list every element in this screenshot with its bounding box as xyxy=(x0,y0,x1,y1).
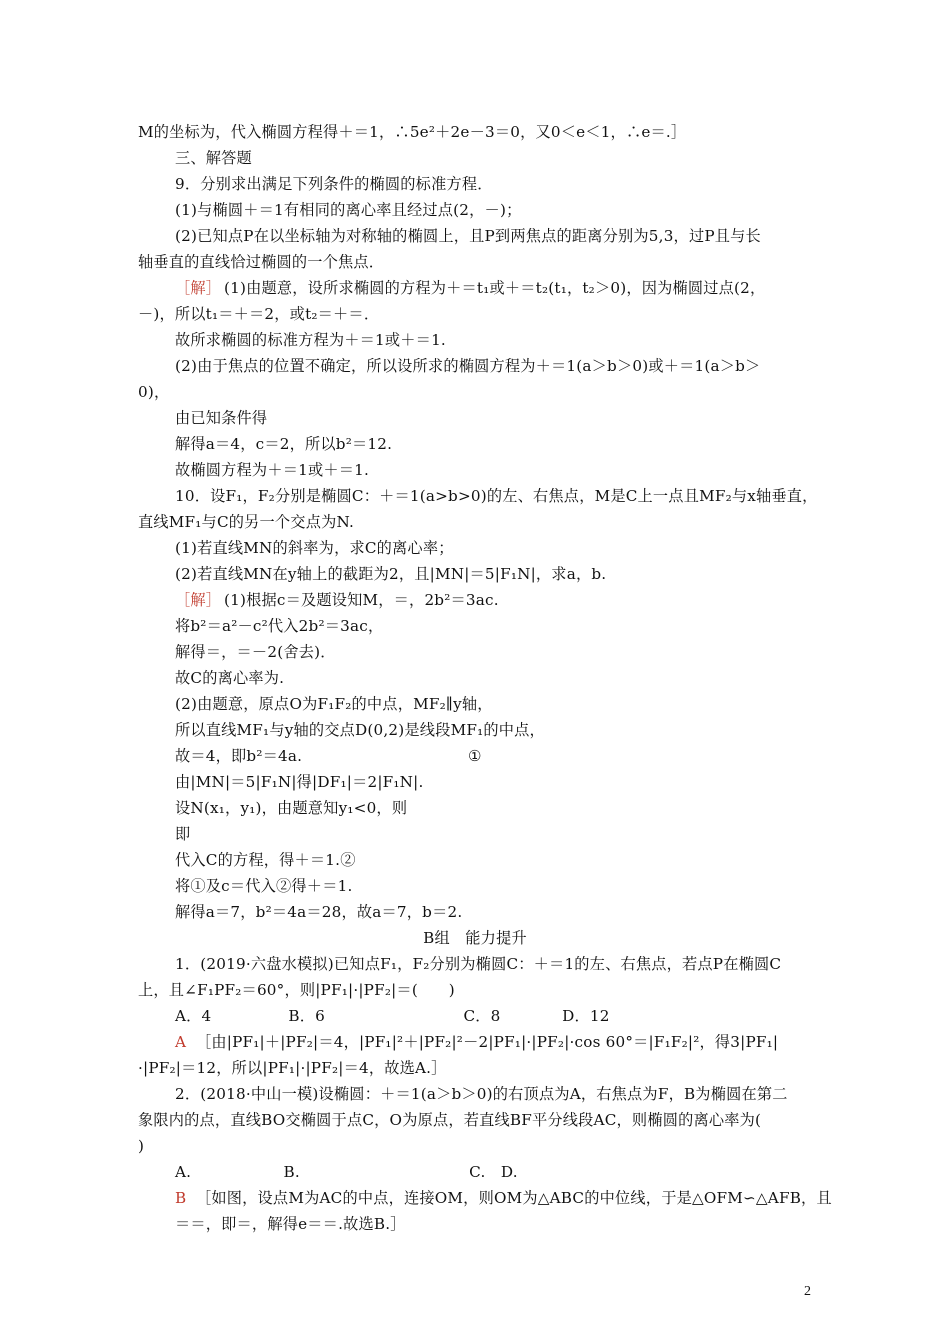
text-line: (1)与椭圆＋＝1有相同的离心率且经过点(2，－)； xyxy=(175,201,522,219)
section-heading: 三、解答题 xyxy=(175,149,252,167)
text-line: ＝＝，即＝，解得e＝＝.故选B.］ xyxy=(175,1215,406,1233)
text-line: (1)若直线MN的斜率为，求C的离心率； xyxy=(175,539,454,557)
text-line: 上，且∠F₁PF₂＝60°，则|PF₁|·|PF₂|＝( ) xyxy=(138,981,455,999)
text-line: 由|MN|＝5|F₁N|得|DF₁|＝2|F₁N|. xyxy=(175,773,424,791)
text-line: 故＝4，即b²＝4a. xyxy=(175,747,303,765)
text-line: (2)由题意，原点O为F₁F₂的中点，MF₂∥y轴， xyxy=(175,695,493,713)
text-line: (2)由于焦点的位置不确定，所以设所求的椭圆方程为＋＝1(a＞b＞0)或＋＝1(a＞b＞ xyxy=(175,357,761,375)
problem-9-title: 9．分别求出满足下列条件的椭圆的标准方程． xyxy=(175,175,493,193)
solution-mark: ［解］ xyxy=(175,279,222,297)
text-line: (2)已知点P在以坐标轴为对称轴的椭圆上，且P到两焦点的距离分别为5,3，过P且与长 xyxy=(175,227,761,245)
text-line: (1)由题意，设所求椭圆的方程为＋＝t₁或＋＝t₂(t₁，t₂＞0)，因为椭圆过点(2， xyxy=(224,279,766,297)
equation-marker: ① xyxy=(468,747,482,765)
text-line: 将①及c＝代入②得＋＝1. xyxy=(175,877,353,895)
text-line: 即 xyxy=(175,825,191,843)
text-line: 由已知条件得 xyxy=(175,409,268,427)
group-b-heading: B组 能力提升 xyxy=(423,929,527,947)
text-line: 代入C的方程，得＋＝1.② xyxy=(175,851,356,869)
solution-mark: ［解］ xyxy=(175,591,222,609)
text-line: (1)根据c＝及题设知M，＝，2b²＝3ac. xyxy=(224,591,499,609)
text-line: M的坐标为，代入椭圆方程得＋＝1，∴5e²＋2e－3＝0，又0＜e＜1，∴e＝.］ xyxy=(138,123,687,141)
text-line: 解得a＝4，c＝2，所以b²＝12. xyxy=(175,435,393,453)
problem-b2-title: 2．(2018·中山一模)设椭圆：＋＝1(a＞b＞0)的右顶点为A，右焦点为F，B为椭圆在第二 xyxy=(175,1085,788,1103)
text-line: ［由|PF₁|＋|PF₂|＝4，|PF₁|²＋|PF₂|²－2|PF₁|·|PF₂|·cos 60°＝|F₁F₂|²，得3|PF₁| xyxy=(196,1033,779,1051)
text-line: 设N(x₁，y₁)，由题意知y₁<0，则 xyxy=(175,799,408,817)
page-number: 2 xyxy=(804,1284,811,1299)
text-line: －)，所以t₁＝＋＝2，或t₂＝＋＝． xyxy=(138,305,380,323)
text-line: 解得a＝7，b²＝4a＝28，故a＝7，b＝2. xyxy=(175,903,463,921)
text-line: 故C的离心率为. xyxy=(175,669,285,687)
text-line: ［如图，设点M为AC的中点，连接OM，则OM为△ABC的中位线，于是△OFM∽△AFB，且 xyxy=(196,1189,832,1207)
answer-letter: A xyxy=(175,1033,187,1051)
text-line: 故所求椭圆的标准方程为＋＝1或＋＝1. xyxy=(175,331,446,349)
answer-choices: A. B. C. D. xyxy=(175,1163,518,1181)
text-line: ·|PF₂|＝12，所以|PF₁|·|PF₂|＝4，故选A.］ xyxy=(138,1059,447,1077)
text-line: 直线MF₁与C的另一个交点为N. xyxy=(138,513,355,531)
answer-letter: B xyxy=(175,1189,187,1207)
answer-choices: A．4 B．6 C．8 D．12 xyxy=(175,1007,610,1025)
text-line: 故椭圆方程为＋＝1或＋＝1. xyxy=(175,461,370,479)
text-line: 轴垂直的直线恰过椭圆的一个焦点． xyxy=(138,253,385,271)
text-line: 解得＝，＝－2(舍去)． xyxy=(175,643,336,661)
text-line: 所以直线MF₁与y轴的交点D(0,2)是线段MF₁的中点， xyxy=(175,721,545,739)
problem-10-title: 10．设F₁，F₂分别是椭圆C：＋＝1(a>b>0)的左、右焦点，M是C上一点且MF₂与x轴垂直， xyxy=(175,487,818,505)
text-line: (2)若直线MN在y轴上的截距为2，且|MN|＝5|F₁N|，求a，b. xyxy=(175,565,607,583)
text-line: ) xyxy=(138,1137,145,1155)
text-line: 0)， xyxy=(138,383,170,401)
text-line: 将b²＝a²－c²代入2b²＝3ac， xyxy=(175,617,384,635)
text-line: 象限内的点，直线BO交椭圆于点C，O为原点，若直线BF平分线段AC，则椭圆的离心率为( xyxy=(138,1111,762,1129)
problem-b1-title: 1．(2019·六盘水模拟)已知点F₁，F₂分别为椭圆C：＋＝1的左、右焦点，若点P在椭圆C xyxy=(175,955,782,973)
